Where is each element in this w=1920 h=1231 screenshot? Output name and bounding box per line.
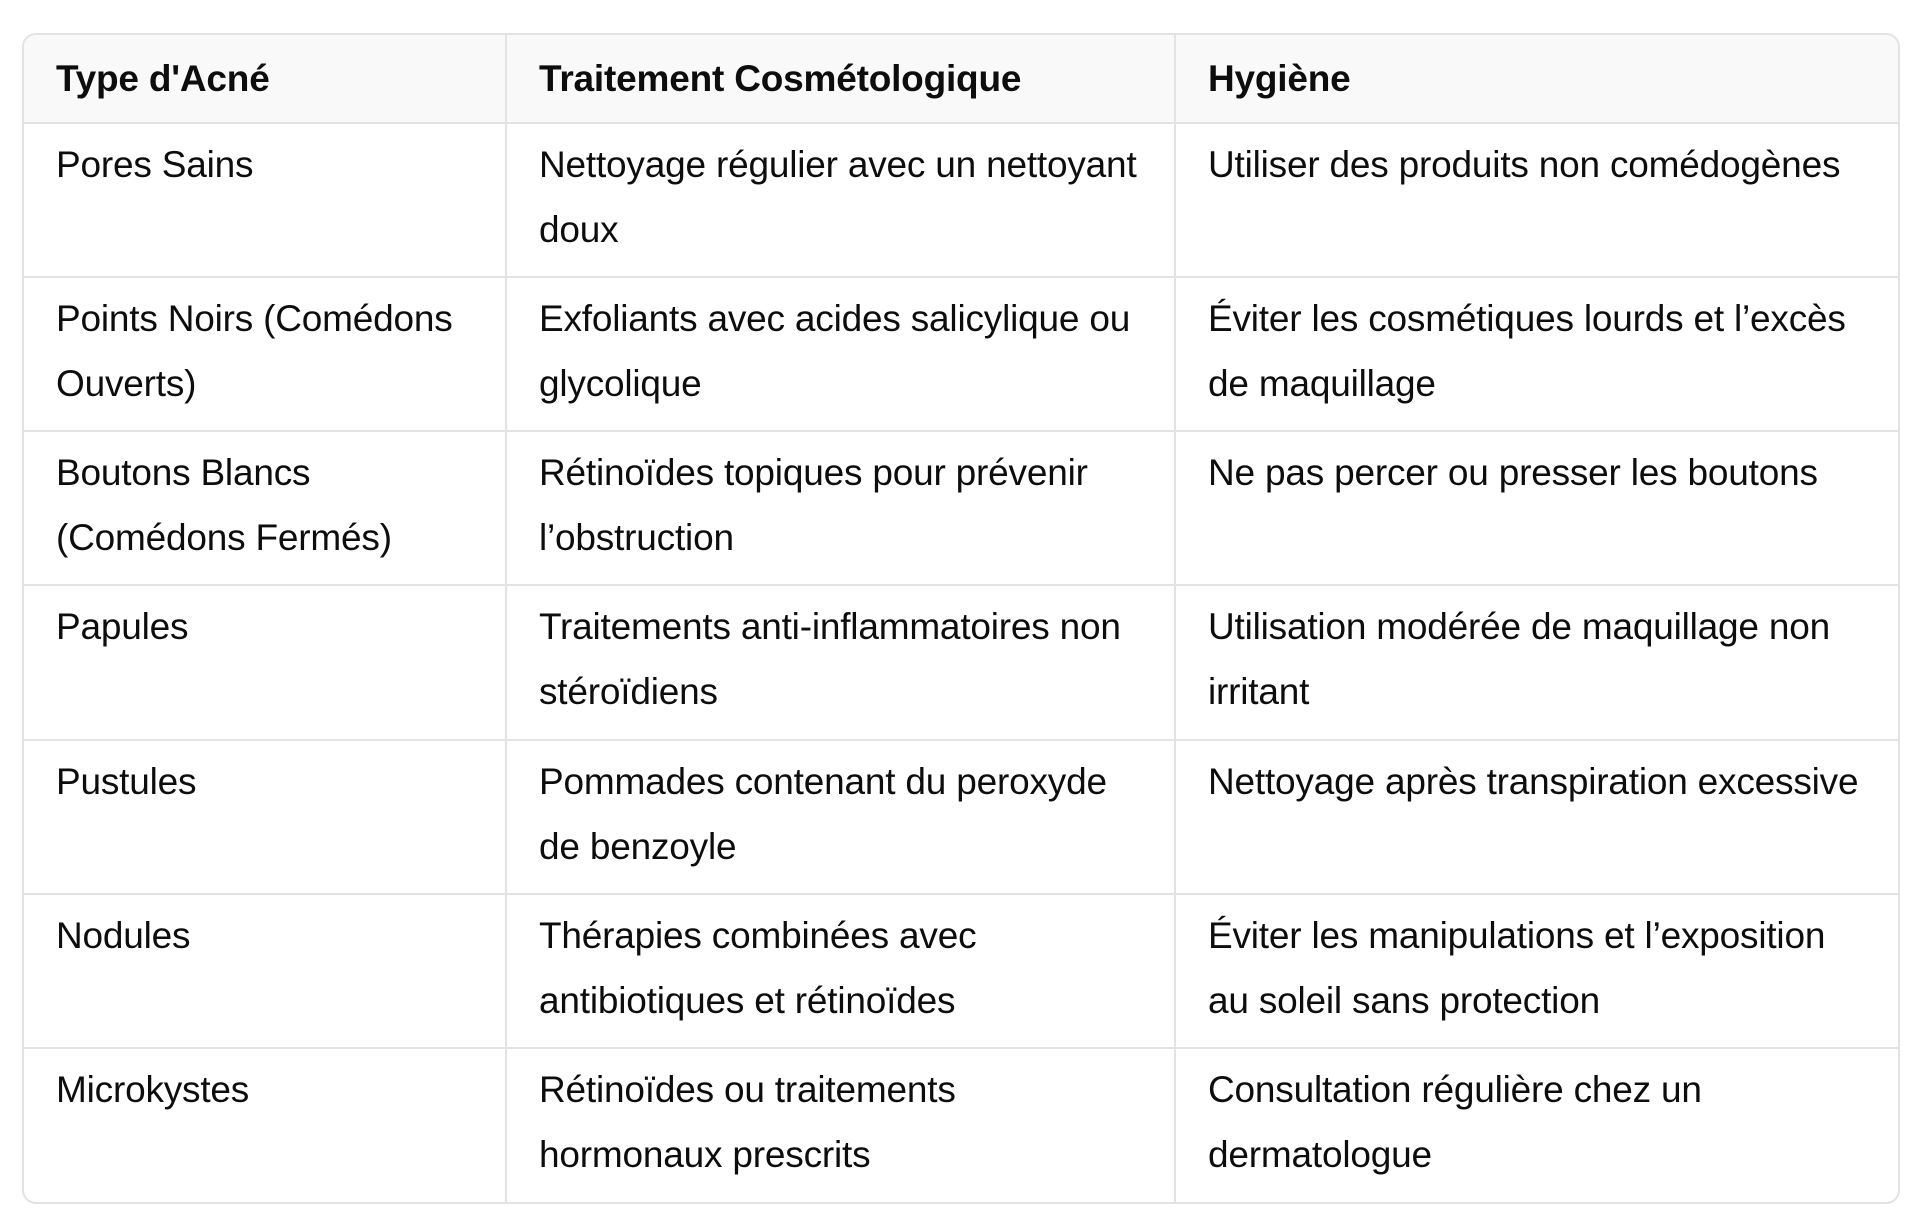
header-row — [24, 35, 1898, 123]
cell-cosmetic-treatment: Traitements anti-inflammatoires non stéroïdiens — [506, 585, 1175, 739]
cell-cosmetic-treatment: Pommades contenant du peroxyde de benzoyle — [506, 740, 1175, 894]
acne-table-container — [22, 33, 1900, 1204]
cell-cosmetic-treatment: Exfoliants avec acides salicylique ou glycolique — [506, 277, 1175, 431]
table-row — [24, 740, 1898, 894]
table-body — [24, 123, 1898, 1202]
cell-hygiene: Ne pas percer ou presser les boutons — [1175, 431, 1898, 585]
cell-hygiene: Éviter les cosmétiques lourds et l’excès de maquillage — [1175, 277, 1898, 431]
cell-acne-type: Microkystes — [24, 1048, 506, 1202]
cell-hygiene: Utiliser des produits non comédogènes — [1175, 123, 1898, 277]
cell-acne-type: Papules — [24, 585, 506, 739]
cell-hygiene: Utilisation modérée de maquillage non irritant — [1175, 585, 1898, 739]
table-row — [24, 431, 1898, 585]
cell-cosmetic-treatment: Nettoyage régulier avec un nettoyant doux — [506, 123, 1175, 277]
cell-acne-type: Boutons Blancs (Comédons Fermés) — [24, 431, 506, 585]
cell-acne-type: Pores Sains — [24, 123, 506, 277]
cell-cosmetic-treatment: Rétinoïdes topiques pour prévenir l’obstruction — [506, 431, 1175, 585]
table-row — [24, 585, 1898, 739]
cell-acne-type: Points Noirs (Comédons Ouverts) — [24, 277, 506, 431]
cell-acne-type: Pustules — [24, 740, 506, 894]
cell-hygiene: Consultation régulière chez un dermatologue — [1208, 1068, 1702, 1175]
table-row — [24, 277, 1898, 431]
table-row — [24, 894, 1898, 1048]
acne-treatment-table — [24, 35, 1898, 1202]
cell-cosmetic-treatment: Rétinoïdes ou traitements hormonaux prescrits — [506, 1048, 1175, 1202]
table-header — [24, 35, 1898, 123]
table-row — [24, 1048, 1898, 1202]
header-acne-type: Type d'Acné — [24, 35, 506, 123]
header-cosmetic-treatment: Traitement Cosmétologique — [506, 35, 1175, 123]
cell-acne-type: Nodules — [24, 894, 506, 1048]
cell-hygiene: Nettoyage après transpiration excessive — [1175, 740, 1898, 894]
cell-hygiene: Éviter les manipulations et l’exposition au soleil sans protection — [1175, 894, 1898, 1048]
table-row — [24, 123, 1898, 277]
cell-cosmetic-treatment: Thérapies combinées avec antibiotiques et rétinoïdes — [506, 894, 1175, 1048]
header-hygiene: Hygiène — [1175, 35, 1898, 123]
